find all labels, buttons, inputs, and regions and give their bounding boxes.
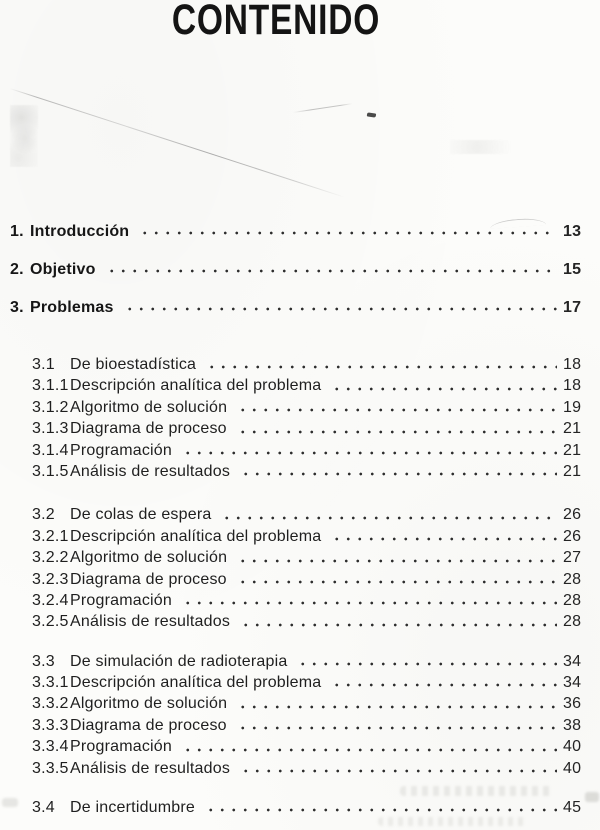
toc-row (32, 693, 585, 714)
scan-smudge (10, 105, 38, 167)
toc-row (32, 736, 585, 757)
toc-row-page: 17 (563, 299, 582, 316)
dot-leader (104, 267, 557, 275)
toc-row (32, 418, 585, 439)
toc-row-page: 21 (563, 462, 582, 480)
dot-leader (137, 229, 557, 237)
dot-leader (180, 746, 557, 754)
toc-row (32, 569, 585, 590)
toc-row-label: De simulación de radioterapia (70, 652, 288, 670)
dot-leader (238, 621, 557, 629)
toc-row-page: 28 (563, 591, 582, 609)
toc-row (32, 590, 585, 611)
dot-leader (235, 428, 557, 436)
toc-row (32, 440, 585, 461)
dot-leader (329, 385, 557, 393)
toc-row-number: 3.2.1 (32, 527, 69, 545)
dot-leader (329, 535, 557, 543)
toc-row-label: Programación (70, 441, 173, 459)
toc-row-label: Introducción (30, 223, 130, 240)
toc-row-number: 3.1.5 (32, 462, 69, 480)
toc-sections (32, 354, 585, 818)
dot-leader (329, 681, 557, 689)
toc-row-page: 40 (563, 738, 582, 756)
toc-row (10, 299, 585, 317)
toc-row-page: 19 (563, 398, 582, 416)
toc-row-number: 3.3.3 (32, 716, 69, 734)
toc-row-page: 45 (563, 799, 582, 817)
toc-row-label: De incertidumbre (70, 799, 196, 817)
dot-leader (204, 363, 557, 371)
dot-leader (295, 660, 557, 668)
toc-row-number: 3.3 (32, 652, 55, 670)
toc-row-page: 21 (563, 441, 582, 459)
dot-leader (203, 806, 557, 814)
toc-row-page: 34 (563, 674, 582, 692)
toc-row-label: Programación (70, 738, 173, 756)
toc-row-label: Análisis de resultados (70, 462, 231, 480)
toc-row-label: Descripción analítica del problema (70, 527, 322, 545)
toc-section (32, 797, 585, 818)
toc-row (32, 611, 585, 632)
toc-row (10, 223, 585, 241)
toc-row-number: 3.1.2 (32, 398, 69, 416)
dot-leader (180, 449, 557, 457)
toc-row-page: 27 (563, 549, 582, 567)
toc-row (10, 261, 585, 279)
toc-row-label: Diagrama de proceso (70, 420, 227, 438)
toc-row (32, 354, 585, 375)
toc-row-page: 15 (563, 261, 582, 278)
toc-row (32, 375, 585, 396)
toc-row-number: 3.1.1 (32, 377, 69, 395)
toc-row-label: Objetivo (30, 261, 96, 278)
toc-row-number: 3.2.5 (32, 613, 69, 631)
toc-row (32, 797, 585, 818)
dot-leader (235, 703, 557, 711)
toc-row-label: Programación (70, 591, 173, 609)
toc-row (32, 504, 585, 525)
toc-row-page: 28 (563, 570, 582, 588)
bleed-through-text (585, 792, 599, 802)
toc-row-label: Análisis de resultados (70, 613, 231, 631)
toc-row-number: 3.3.2 (32, 695, 69, 713)
toc-row-number: 3.2.3 (32, 570, 69, 588)
toc-row (32, 651, 585, 672)
toc-row-page: 38 (563, 716, 582, 734)
bleed-through-text (2, 798, 18, 807)
toc-row-page: 13 (563, 223, 582, 240)
toc-row-label: Diagrama de proceso (70, 716, 227, 734)
toc-row (32, 547, 585, 568)
toc-row (32, 461, 585, 482)
toc-row-number: 3.3.4 (32, 738, 69, 756)
toc-row-label: Descripción analítica del problema (70, 377, 322, 395)
toc-row-label: Descripción analítica del problema (70, 674, 322, 692)
toc-row-label: De colas de espera (70, 506, 212, 524)
dot-leader (235, 724, 557, 732)
toc-row (32, 397, 585, 418)
toc-row-label: Algoritmo de solución (70, 695, 228, 713)
toc-row-label: De bioestadística (70, 356, 197, 373)
toc-section (32, 651, 585, 779)
toc-row-number: 1. (10, 223, 24, 240)
toc-row-number: 3.2.2 (32, 549, 69, 567)
toc-row-page: 26 (563, 527, 582, 545)
dot-leader (122, 305, 557, 313)
toc-row-page: 26 (563, 506, 582, 524)
scan-smudge (450, 140, 540, 154)
scan-scratch-line-short (293, 103, 353, 113)
toc-row-label: Diagrama de proceso (70, 570, 227, 588)
toc-row-label: Problemas (30, 299, 114, 316)
toc-row-number: 3.1.4 (32, 441, 69, 459)
toc-row-number: 3.1 (32, 356, 55, 373)
toc-row (32, 758, 585, 779)
dot-leader (238, 767, 557, 775)
toc-row-label: Algoritmo de solución (70, 398, 228, 416)
toc-row (32, 526, 585, 547)
toc-row-number: 3.3.1 (32, 674, 69, 692)
toc-row-page: 18 (563, 356, 582, 373)
dot-leader (219, 514, 557, 522)
toc-row-page: 21 (563, 420, 582, 438)
toc-row-number: 3.2.4 (32, 591, 69, 609)
toc-row (32, 672, 585, 693)
toc-section (32, 354, 585, 482)
page-title: CONTENIDO (171, 0, 381, 44)
toc-row-page: 34 (563, 652, 582, 670)
ink-mark (367, 112, 376, 117)
dot-leader (235, 578, 557, 586)
toc-row-number: 3.1.3 (32, 420, 69, 438)
dot-leader (235, 406, 557, 414)
toc-row-number: 3.3.5 (32, 759, 69, 777)
toc-row-number: 3.4 (32, 799, 55, 817)
toc-section (32, 504, 585, 632)
toc-row (32, 715, 585, 736)
toc-row-number: 2. (10, 261, 24, 278)
toc-row-page: 36 (563, 695, 582, 713)
dot-leader (180, 599, 557, 607)
toc-row-page: 28 (563, 613, 582, 631)
toc-row-label: Análisis de resultados (70, 759, 231, 777)
toc-row-page: 18 (563, 377, 582, 395)
dot-leader (238, 470, 557, 478)
dot-leader (235, 557, 557, 565)
scan-scratch-line (10, 88, 346, 198)
toc-row-label: Algoritmo de solución (70, 549, 228, 567)
toc-row-number: 3. (10, 299, 24, 316)
toc-row-page: 40 (563, 759, 582, 777)
main-entries (10, 223, 585, 337)
toc-row-number: 3.2 (32, 506, 55, 524)
